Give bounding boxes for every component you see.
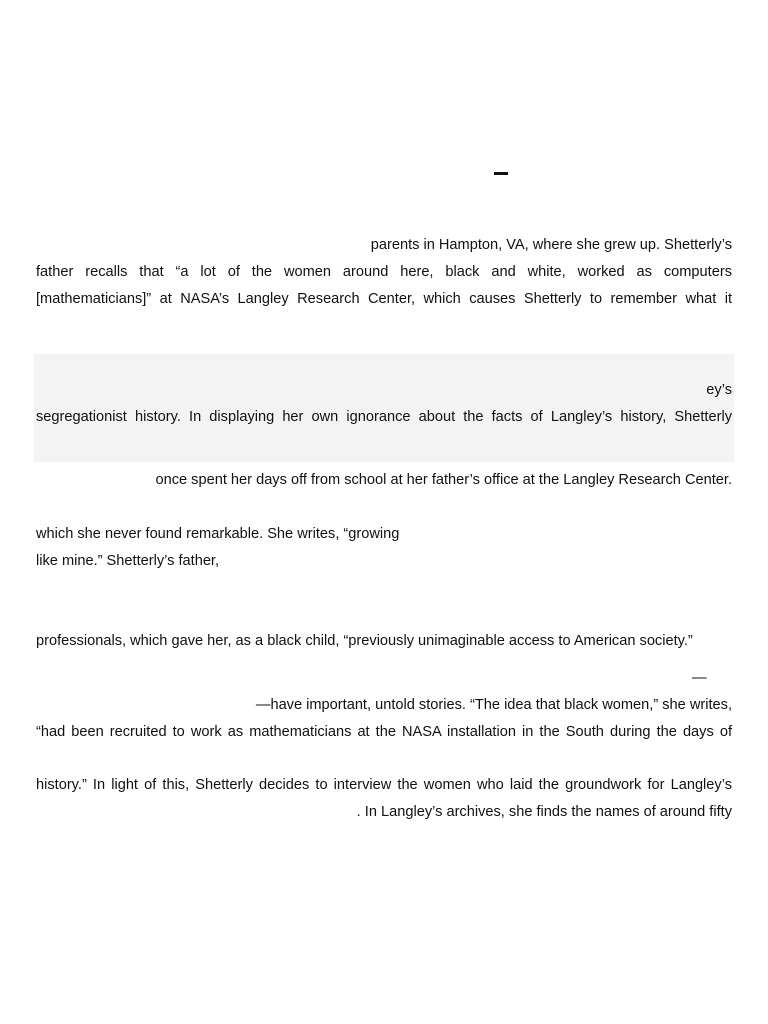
text-line: which she never found remarkable. She writes, “growing: [36, 526, 400, 542]
text-line: once spent her days off from school at her father’s office at the Langley Research Center.: [155, 472, 732, 488]
text-line: “had been recruited to work as mathematicians at the NASA installation in the South during the days of: [36, 724, 732, 740]
text-line: history.” In light of this, Shetterly decides to interview the women who laid the groundwork for Langley’s: [36, 777, 732, 793]
text-line: ey’s: [706, 382, 732, 398]
text-line: father recalls that “a lot of the women around here, black and white, worked as computers: [36, 264, 732, 280]
text-line: like mine.” Shetterly’s father,: [36, 553, 220, 569]
text-line: —have important, untold stories. “The idea that black women,” she writes,: [255, 697, 732, 713]
text-line: parents in Hampton, VA, where she grew up. Shetterly’s: [370, 237, 732, 253]
em-dash: —: [692, 670, 707, 686]
text-line: professionals, which gave her, as a black child, “previously unimaginable access to American society.”: [36, 633, 693, 649]
heading-dash-mark: [494, 172, 508, 175]
text-line: segregationist history. In displaying her own ignorance about the facts of Langley’s history, Shetterly: [36, 409, 732, 425]
text-line: . In Langley’s archives, she finds the names of around fifty: [356, 804, 732, 820]
text-line: [mathematicians]” at NASA’s Langley Research Center, which causes Shetterly to remember what it: [36, 291, 732, 307]
